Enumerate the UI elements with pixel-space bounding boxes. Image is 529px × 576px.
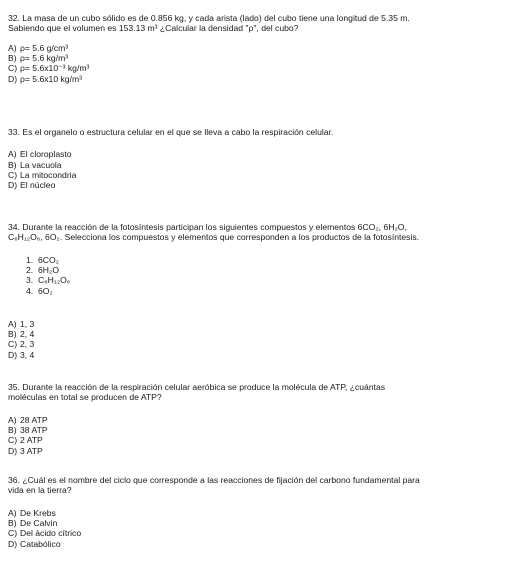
- answer-option-d: D) Catabólico: [8, 538, 61, 549]
- answer-option-d: D) 3, 4: [8, 349, 35, 360]
- answer-options: [8, 508, 508, 549]
- answer-option-c: C) ρ= 5.6x10⁻³ kg/m³: [8, 63, 90, 74]
- answer-option-b: B) 38 ATP: [8, 424, 48, 435]
- answer-option-c: C) La mitocondria: [8, 169, 77, 180]
- question-stem-line: 33. Es el organelo o estructura celular en el que se lleva a cabo la respiración celular.: [8, 127, 334, 137]
- answer-option-b: B) De Calvin: [8, 517, 58, 528]
- question-33: [8, 127, 508, 191]
- question-35: [8, 382, 508, 456]
- question-stem-line: 35. Durante la reacción de la respiración celular aeróbica se produce la molécula de ATP, ¿cuántas: [8, 382, 386, 392]
- answer-option-c: C) 2, 3: [8, 339, 35, 350]
- compound-list: [8, 255, 508, 296]
- answer-option-a: A) De Krebs: [8, 507, 56, 518]
- answer-option-d: D) ρ= 5.6x10 kg/m³: [8, 73, 82, 84]
- answer-option-c: C) 2 ATP: [8, 435, 43, 446]
- question-stem-line: 32. La masa de un cubo sólido es de 0.856 kg, y cada arista (lado) del cubo tiene una longitud de 5.35 m.: [8, 13, 410, 23]
- answer-option-c: C) Del ácido cítrico: [8, 528, 82, 539]
- question-34: [8, 222, 508, 360]
- question-stem-line: C₆H₁₂O₆, 6O₂. Selecciona los compuestos y elementos que corresponden a los productos de la fotosíntesis.: [8, 232, 420, 243]
- compound-item-2: 2. 6H₂O: [26, 264, 60, 275]
- answer-option-d: D) 3 ATP: [8, 445, 43, 456]
- answer-option-a: A) El cloroplasto: [8, 149, 72, 160]
- question-stem-line: Sabiendo que el volumen es 153.13 m³ ¿Calcular la densidad "ρ", del cubo?: [8, 23, 299, 34]
- answer-options: [8, 319, 508, 360]
- answer-option-d: D) El núcleo: [8, 180, 56, 191]
- compound-item-3: 3. C₆H₁₂O₆: [26, 275, 71, 286]
- answer-options: [8, 415, 508, 456]
- answer-options: [8, 149, 508, 190]
- answer-option-a: A) 28 ATP: [8, 414, 48, 425]
- answer-option-a: A) 1, 3: [8, 318, 35, 329]
- compound-item-1: 1. 6CO₂: [26, 254, 60, 265]
- question-36: [8, 475, 508, 549]
- answer-option-a: A) ρ= 5.6 g/cm³: [8, 42, 69, 53]
- answer-option-b: B) ρ= 5.6 kg/m³: [8, 52, 69, 63]
- question-stem-line: vida en la tierra?: [8, 485, 72, 496]
- question-stem-line: 34. Durante la reacción de la fotosíntesis participan los siguientes compuestos y elementos 6CO₂, 6H₂O,: [8, 222, 407, 232]
- answer-options: [8, 43, 508, 84]
- answer-option-b: B) 2, 4: [8, 329, 35, 340]
- question-stem-line: 36. ¿Cuál es el nombre del ciclo que corresponde a las reacciones de fijación del carbono fundamental para: [8, 475, 420, 485]
- answer-option-b: B) La vacuola: [8, 159, 62, 170]
- question-stem-line: moléculas en total se producen de ATP?: [8, 392, 162, 403]
- question-32: [8, 13, 508, 84]
- compound-item-4: 4. 6O₂: [26, 285, 53, 296]
